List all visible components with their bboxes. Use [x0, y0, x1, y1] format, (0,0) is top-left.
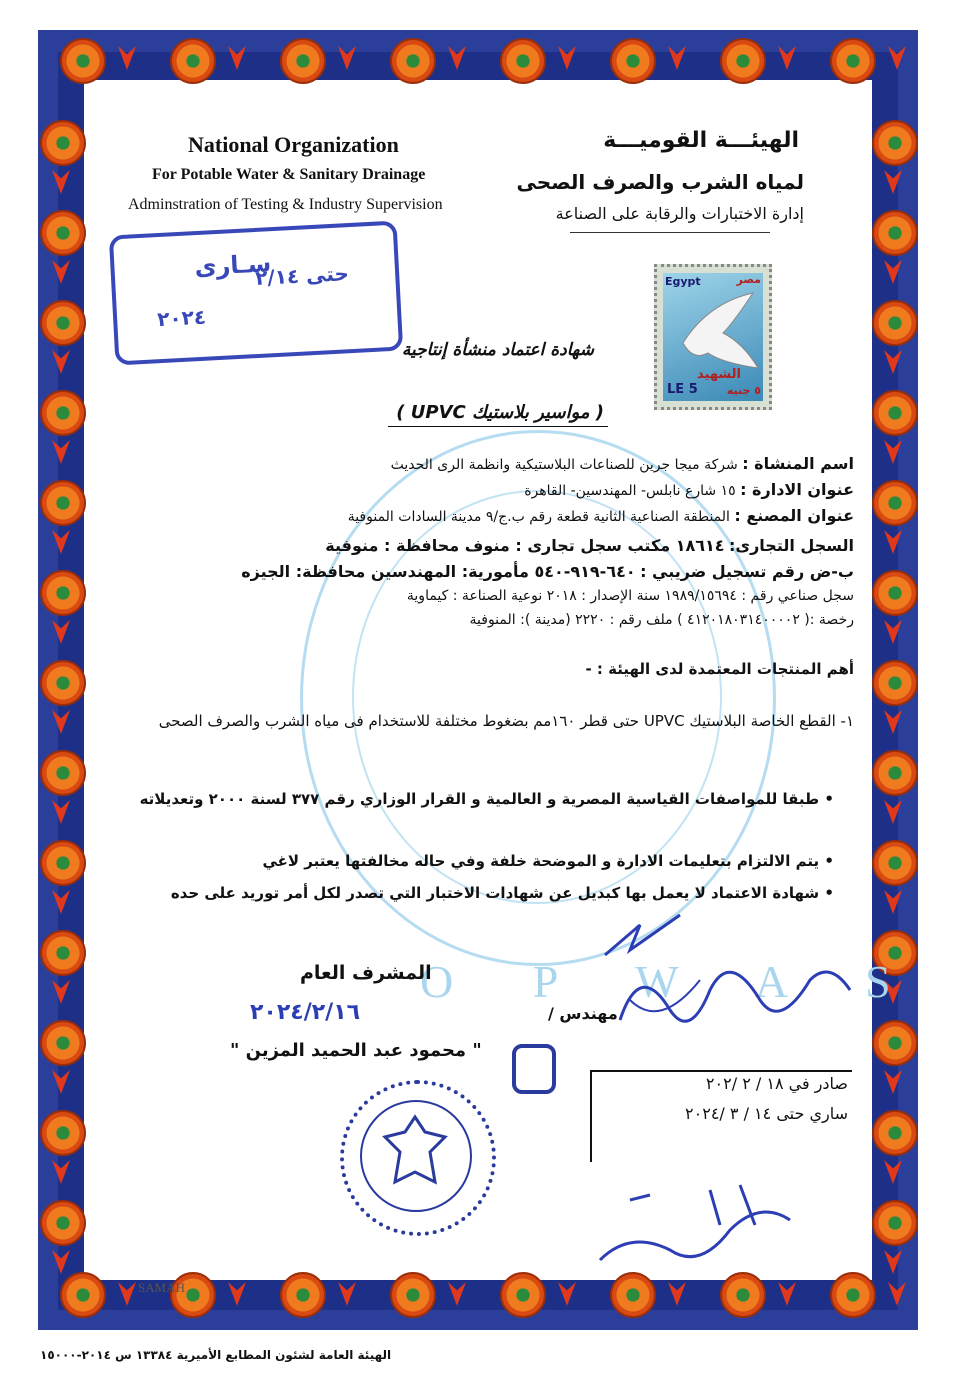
- lotus-flower-icon: [40, 930, 86, 976]
- org-title-ar: الهيئـــة القوميـــة: [603, 128, 799, 153]
- lotus-flower-icon: [830, 38, 876, 84]
- postage-word-ar: الشهيد: [697, 367, 741, 382]
- stamp-line-2: حتى ٢/١٤: [254, 261, 350, 291]
- lotus-flower-icon: [390, 38, 436, 84]
- lotus-flower-icon: [40, 390, 86, 436]
- lotus-flower-icon: [40, 1110, 86, 1156]
- lotus-flower-icon: [720, 38, 766, 84]
- detail-tax-registration: ب-ض رقم تسجيل ضريبي : ٦٤٠-٩١٩-٥٤٠ مأمورية: المهندسين محافظة: الجيزه: [241, 562, 854, 581]
- lotus-flower-icon: [40, 570, 86, 616]
- lotus-flower-icon: [872, 840, 918, 886]
- lotus-flower-icon: [40, 1200, 86, 1246]
- detail-industrial-register: سجل صناعي رقم : ١٩٨٩/١٥٦٩٤ سنة الإصدار : ٢٠١٨ نوعية الصناعة : كيماوية: [406, 588, 854, 604]
- lotus-flower-icon: [170, 38, 216, 84]
- org-title-en: National Organization: [188, 132, 399, 157]
- lotus-flower-icon: [40, 750, 86, 796]
- lotus-flower-icon: [872, 570, 918, 616]
- watermark-letters: O P W A S: [420, 956, 925, 1007]
- detail-commercial-register: السجل التجارى: ١٨٦١٤ مكتب سجل تجارى : منوف محافظة : منوفية: [325, 536, 854, 555]
- postage-country-ar: مصر: [736, 273, 761, 286]
- supervisor-name: " محمود عبد الحميد المزين ": [230, 1040, 482, 1061]
- org-department-ar: إدارة الاختبارات والرقابة على الصناعة: [555, 204, 804, 223]
- lotus-flower-icon: [872, 210, 918, 256]
- detail-admin-address: عنوان الادارة : ١٥ شارع نابلس- المهندسين- القاهرة: [524, 480, 854, 499]
- bullet-not-substitute: • شهادة الاعتماد لا يعمل بها كبديل عن شهادات الاختبار التي تصدر لكل أمر توريد على حده: [170, 884, 834, 902]
- bullet-standards: • طبقا للمواصفات القياسية المصرية و العالمية و القرار الوزاري رقم ٣٧٧ لسنة ٢٠٠٠ وتعديلاته: [139, 790, 834, 808]
- lotus-flower-icon: [610, 38, 656, 84]
- issued-date: صادر في ١٨ / ٢ /٢٠٢: [705, 1074, 848, 1093]
- supervisor-label: المشرف العام: [300, 962, 432, 984]
- lotus-flower-icon: [830, 1272, 876, 1318]
- postage-country: Egypt: [665, 275, 701, 288]
- postage-stamp: [654, 264, 772, 410]
- lotus-flower-icon: [500, 1272, 546, 1318]
- postage-value: LE 5: [667, 382, 698, 397]
- certificate-title: شهادة اعتماد منشأة إنتاجية: [401, 340, 594, 360]
- lotus-flower-icon: [872, 300, 918, 346]
- lotus-flower-icon: [40, 480, 86, 526]
- lotus-flower-icon: [872, 120, 918, 166]
- lotus-flower-icon: [872, 1200, 918, 1246]
- lotus-flower-icon: [872, 750, 918, 796]
- lotus-flower-icon: [40, 660, 86, 706]
- products-heading: أهم المنتجات المعتمدة لدى الهيئة : -: [585, 660, 854, 678]
- detail-license: رخصة :( ٤١٢٠١٨٠٣١٤٠٠٠٠٢ ) ملف رقم : ٢٢٢٠ (مدينة ): المنوفية: [469, 612, 854, 628]
- lotus-flower-icon: [40, 1020, 86, 1066]
- org-department-en: Adminstration of Testing & Industry Supervision: [128, 196, 443, 213]
- stamp-line-1: سـارى: [193, 249, 272, 282]
- lotus-flower-icon: [390, 1272, 436, 1318]
- supervisor-handwritten-date: ٢٠٢٤/٢/١٦: [250, 1000, 361, 1025]
- lotus-flower-icon: [40, 840, 86, 886]
- detail-facility-name: اسم المنشاة : شركة ميجا جرين للصناعات البلاستيكية وانظمة الرى الحديث: [390, 454, 854, 473]
- postage-value-ar: ٥ جنيه: [726, 384, 761, 397]
- header-rule: [570, 232, 770, 233]
- small-d-stamp: [512, 1044, 556, 1094]
- product-item-1: ١- القطع الخاصة البلاستيك UPVC حتى قطر ١٦٠مم بضغوط مختلفة للاستخدام فى مياه الشرب والصرف الصحى: [158, 712, 854, 730]
- initial-scribble: [600, 905, 690, 965]
- printer-footer: الهيئة العامة لشئون المطابع الأميرية ١٣٣٨٤ س ٢٠١٤-١٥٠٠٠: [40, 1348, 392, 1362]
- lotus-flower-icon: [872, 1020, 918, 1066]
- typist-mark: SAMAH: [138, 1280, 185, 1295]
- eagle-emblem-icon: [380, 1112, 450, 1192]
- detail-factory-address: عنوان المصنع : المنطقة الصناعية الثانية قطعة رقم ب.ج/٩ مدينة السادات المنوفية: [347, 506, 854, 525]
- org-subtitle-en: For Potable Water & Sanitary Drainage: [152, 166, 426, 183]
- certificate-product-type: ( مواسير بلاستيك UPVC ): [396, 402, 604, 423]
- lotus-flower-icon: [500, 38, 546, 84]
- valid-until-date: ساري حتى ١٤ / ٣ /٢٠٢٤: [685, 1104, 848, 1123]
- lotus-flower-icon: [872, 1110, 918, 1156]
- lotus-flower-icon: [280, 1272, 326, 1318]
- lotus-flower-icon: [40, 300, 86, 346]
- org-subtitle-ar: لمياه الشرب والصرف الصحى: [516, 170, 804, 194]
- stamp-line-3: ٢٠٢٤: [156, 304, 207, 332]
- lotus-flower-icon: [40, 120, 86, 166]
- lotus-flower-icon: [872, 480, 918, 526]
- lotus-flower-icon: [872, 660, 918, 706]
- bullet-compliance: • يتم الالتزام بتعليمات الادارة و الموضحة خلفة وفي حاله مخالفتها يعتبر لاغي: [262, 852, 834, 870]
- lotus-flower-icon: [40, 210, 86, 256]
- lotus-flower-icon: [280, 38, 326, 84]
- product-type-underline: [388, 426, 608, 427]
- lotus-flower-icon: [872, 390, 918, 436]
- engineer-label: مهندس /: [548, 1004, 618, 1023]
- lotus-flower-icon: [60, 38, 106, 84]
- handwritten-date-scribble: [590, 1180, 800, 1280]
- lotus-flower-icon: [60, 1272, 106, 1318]
- validity-stamp: [109, 221, 403, 366]
